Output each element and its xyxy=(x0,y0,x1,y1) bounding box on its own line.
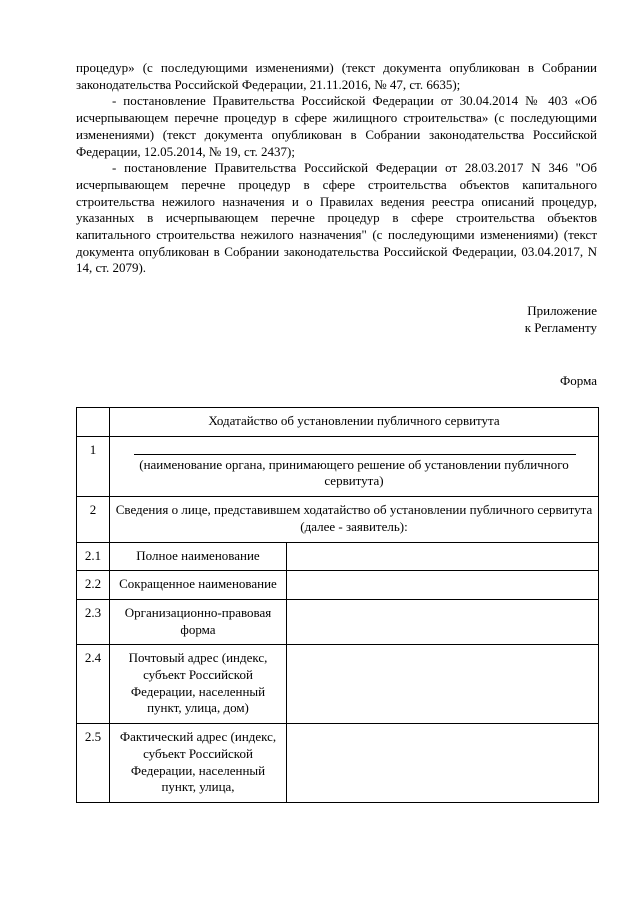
field-label: Фактический адрес (индекс, субъект Российской Федерации, населенный пункт, улица, xyxy=(110,724,287,803)
row-number: 2.1 xyxy=(77,542,110,571)
field-label: Сокращенное наименование xyxy=(110,571,287,600)
servitude-petition-form-table xyxy=(76,407,599,803)
row-number: 1 xyxy=(77,436,110,496)
table-header-row xyxy=(77,408,599,437)
short-name-value-cell[interactable] xyxy=(287,571,599,600)
authority-name-cell[interactable] xyxy=(110,436,599,496)
appendix-line-1: Приложение xyxy=(527,303,597,318)
row-number: 2 xyxy=(77,497,110,542)
table-row-authority xyxy=(77,436,599,496)
row-number: 2.2 xyxy=(77,571,110,600)
appendix-heading xyxy=(360,303,597,336)
paragraph-resolution-403: - постановление Правительства Российской Федерации от 30.04.2014 № 403 «Об исчерпывающем перечне процедур в сфере жилищного строительства» (с последующими изменениями) (текст документа опубликован в Собрании законодательства Российской Федерации, 12.05.2014, № 19, ст. 2437); xyxy=(76,93,597,159)
full-name-value-cell[interactable] xyxy=(287,542,599,571)
form-title-cell: Ходатайство об установлении публичного сервитута xyxy=(110,408,599,437)
field-label: Полное наименование xyxy=(110,542,287,571)
header-num-cell xyxy=(77,408,110,437)
postal-address-value-cell[interactable] xyxy=(287,645,599,724)
paragraph-resolution-346: - постановление Правительства Российской Федерации от 28.03.2017 N 346 "Об исчерпывающем перечне процедур в сфере строительства объектов капитального строительства нежилого назначения и о Правилах ведения реестра описаний процедур, указанных в исчерпывающем перечне процедур в сфере строительства объектов капитального строительства нежилого назначения" (с последующими изменениями) (текст документа опубликован в Собрании законодательства Российской Федерации, 03.04.2017, N 14, ст. 2079). xyxy=(76,160,597,276)
paragraph-procedures-2016: процедур» (с последующими изменениями) (текст документа опубликован в Собрании законодательства Российской Федерации, 21.11.2016, № 47, ст. 6635); xyxy=(76,60,597,92)
table-row-applicant-info xyxy=(77,497,599,542)
applicant-info-heading-cell: Сведения о лице, представившем ходатайство об установлении публичного сервитута (далее - заявитель): xyxy=(110,497,599,542)
row-number: 2.3 xyxy=(77,599,110,644)
form-label: Форма xyxy=(560,373,597,388)
regulation-body-text xyxy=(76,60,597,277)
row-number: 2.4 xyxy=(77,645,110,724)
table-row-full-name xyxy=(77,542,599,571)
authority-name-blank-line[interactable] xyxy=(134,442,576,455)
appendix-line-2: к Регламенту xyxy=(524,319,597,335)
table-row-postal-address xyxy=(77,645,599,724)
legal-form-value-cell[interactable] xyxy=(287,599,599,644)
table-row-actual-address xyxy=(77,724,599,803)
authority-name-caption: (наименование органа, принимающего решение об установлении публичного сервитута) xyxy=(139,456,569,489)
row-number: 2.5 xyxy=(77,724,110,803)
table-row-short-name xyxy=(77,571,599,600)
field-label: Организационно-правовая форма xyxy=(110,599,287,644)
table-row-legal-form xyxy=(77,599,599,644)
field-label: Почтовый адрес (индекс, субъект Российской Федерации, населенный пункт, улица, дом) xyxy=(110,645,287,724)
actual-address-value-cell[interactable] xyxy=(287,724,599,803)
